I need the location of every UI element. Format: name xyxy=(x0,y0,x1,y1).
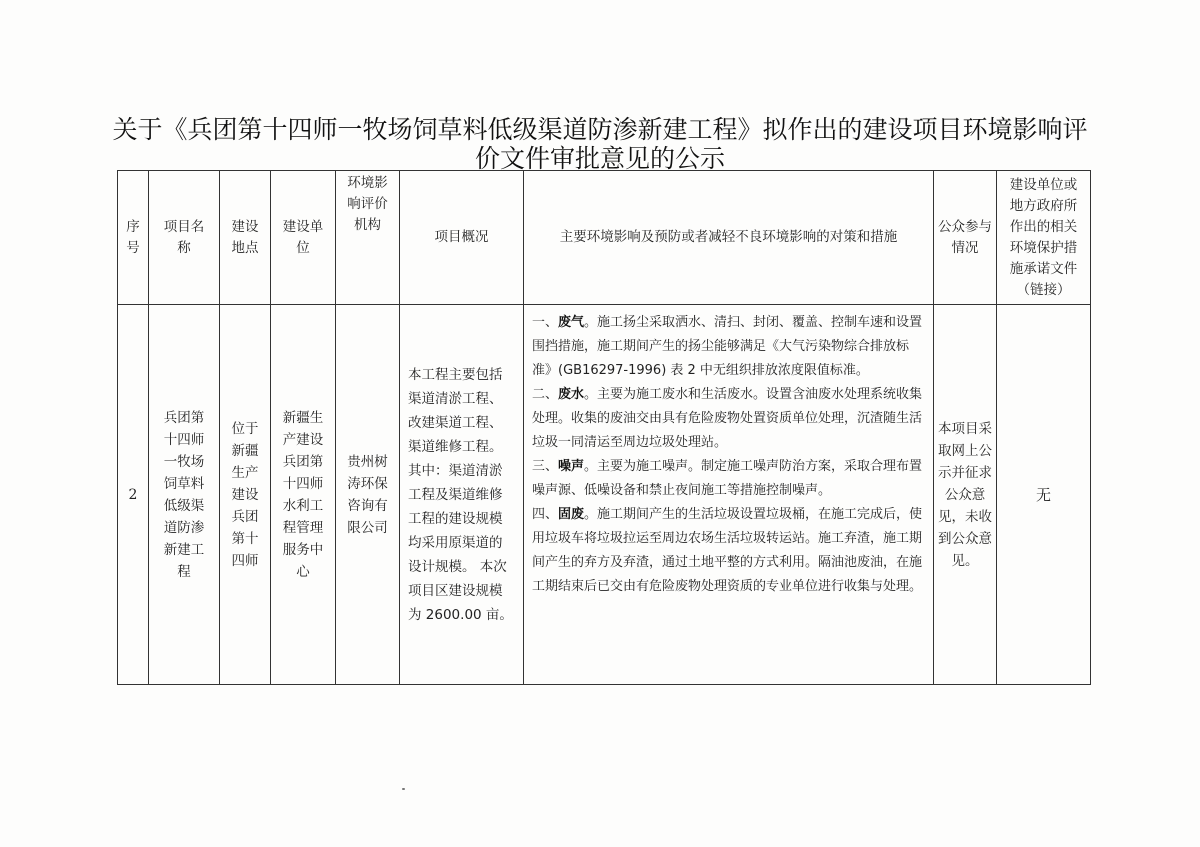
notice-title-line-1: 关于《兵团第十四师一牧场饲草料低级渠道防渗新建工程》拟作出的建设项目环境影响评 xyxy=(112,115,1088,144)
header-project-name xyxy=(149,171,220,305)
header-commitment-line: 施承诺文件 xyxy=(1009,260,1078,277)
header-location xyxy=(220,171,271,305)
measure-air xyxy=(532,311,927,383)
header-measures xyxy=(524,171,934,305)
participation-line: 示并征求 xyxy=(938,464,992,481)
seq-value: 2 xyxy=(128,486,138,503)
eia-agency-line: 贵州树 xyxy=(347,453,388,470)
project-name-line: 程 xyxy=(177,563,191,580)
participation-line: 到公众意 xyxy=(938,530,992,547)
scan-speck xyxy=(402,788,405,790)
header-seq-line: 序 xyxy=(126,218,140,235)
measure-water-prefix: 二、 xyxy=(532,387,559,402)
header-row xyxy=(118,171,1091,305)
overview-lines xyxy=(408,363,515,627)
measure-water-text: 。主要为施工废水和生活废水。设置含油废水处理系统收集处理。收集的废油交由具有危险废物处置资质单位处理，沉渣随生活垃圾一同清运至周边垃圾处理站。 xyxy=(532,387,923,450)
header-project-name-line: 项目名 xyxy=(163,218,205,235)
header-commitment-line: 作出的相关 xyxy=(1009,218,1078,235)
header-commitment-line: 环境保护措 xyxy=(1009,239,1078,256)
location-line: 第十 xyxy=(231,530,259,547)
overview-line: 其中：渠道清淤 xyxy=(408,462,503,479)
builder-line: 程管理 xyxy=(282,519,324,536)
cell-project-name xyxy=(149,305,220,685)
header-commitment-line: （链接） xyxy=(1016,281,1071,298)
measure-noise-prefix: 三、 xyxy=(532,459,559,474)
header-builder-line: 位 xyxy=(296,239,310,256)
participation-line: 取网上公 xyxy=(938,442,992,459)
cell-seq xyxy=(118,305,149,685)
cell-overview xyxy=(400,305,524,685)
location-line: 生产 xyxy=(231,464,259,481)
measure-air-prefix: 一、 xyxy=(532,315,559,330)
location-line: 位于 xyxy=(231,420,259,437)
builder-line: 十四师 xyxy=(282,475,324,492)
cell-participation xyxy=(934,305,997,685)
measure-noise-text: 。主要为施工噪声。制定施工噪声防治方案，采取合理布置噪声源、低噪设备和禁止夜间施工等措施控制噪声。 xyxy=(532,459,923,498)
measure-air-label: 废气 xyxy=(558,315,585,330)
location-lines xyxy=(220,418,270,572)
cell-location xyxy=(220,305,271,685)
participation-line: 见，未收 xyxy=(938,508,992,525)
measure-noise-label: 噪声 xyxy=(558,459,585,474)
builder-line: 兵团第 xyxy=(282,453,324,470)
eia-agency-line: 涛环保 xyxy=(347,475,388,492)
builder-line: 服务中 xyxy=(282,541,324,558)
header-commitment-line: 地方政府所 xyxy=(1009,197,1078,214)
overview-line: 渠道维修工程。 xyxy=(408,438,503,455)
header-seq-line: 号 xyxy=(126,239,140,256)
header-location-line: 地点 xyxy=(231,239,259,256)
header-eia-agency-line: 机构 xyxy=(354,217,381,233)
overview-line: 渠道清淤工程、 xyxy=(408,390,503,407)
header-commitment-line: 建设单位或 xyxy=(1009,176,1078,193)
measure-noise xyxy=(532,455,927,503)
location-line: 兵团 xyxy=(231,508,259,525)
measure-solid-waste-prefix: 四、 xyxy=(532,507,559,522)
eia-agency-line: 咨询有 xyxy=(347,497,388,514)
measure-solid-waste-text: 。施工期间产生的生活垃圾设置垃圾桶，在施工完成后，使用垃圾车将垃圾拉运至周边农场生活垃圾转运站。施工弃渣，施工期间产生的弃方及弃渣，通过土地平整的方式利用。隔油池废油，在施工期结束后已交由有危险废物处理资质的专业单位进行收集与处理。 xyxy=(532,507,923,594)
cell-eia-agency xyxy=(336,305,400,685)
notice-table xyxy=(117,170,1091,685)
participation-line: 本项目采 xyxy=(938,420,992,437)
overview-line: 为 2600.00 亩。 xyxy=(408,606,513,623)
header-commitment xyxy=(997,171,1091,305)
location-line: 建设 xyxy=(231,486,259,503)
measure-solid-waste xyxy=(532,503,927,599)
overview-line: 改建渠道工程、 xyxy=(408,414,503,431)
eia-agency-lines xyxy=(336,451,399,539)
header-participation xyxy=(934,171,997,305)
builder-lines xyxy=(271,407,335,583)
builder-line: 水利工 xyxy=(282,497,324,514)
overview-line: 工程及渠道维修 xyxy=(408,486,503,503)
measure-solid-waste-label: 固废 xyxy=(558,507,585,522)
header-seq xyxy=(118,171,149,305)
location-line: 新疆 xyxy=(231,442,259,459)
builder-line: 心 xyxy=(296,563,310,580)
project-name-line: 饲草料 xyxy=(163,475,205,492)
overview-line: 均采用原渠道的 xyxy=(408,534,503,551)
header-participation-line: 公众参与 xyxy=(938,218,992,235)
header-eia-agency xyxy=(336,171,400,305)
measure-water xyxy=(532,383,927,455)
cell-builder xyxy=(271,305,336,685)
project-name-lines xyxy=(149,407,219,583)
header-eia-agency-line: 响评价 xyxy=(347,196,388,212)
overview-line: 本工程主要包括 xyxy=(408,366,503,383)
project-name-line: 道防渗 xyxy=(163,519,205,536)
project-name-line: 低级渠 xyxy=(163,497,205,514)
builder-line: 新疆生 xyxy=(282,409,324,426)
eia-agency-line: 限公司 xyxy=(347,519,388,536)
project-name-line: 一牧场 xyxy=(163,453,205,470)
builder-line: 产建设 xyxy=(282,431,324,448)
header-overview xyxy=(400,171,524,305)
location-line: 四师 xyxy=(231,552,259,569)
participation-line: 公众意 xyxy=(944,486,986,503)
cell-commitment xyxy=(997,305,1091,685)
measure-air-text: 。施工扬尘采取洒水、清扫、封闭、覆盖、控制车速和设置围挡措施，施工期间产生的扬尘能够满足《大气污染物综合排放标准》(GB16297-1996) 表 2 中无组织排放浓度限值标准。 xyxy=(532,315,923,378)
participation-line: 见。 xyxy=(951,552,979,569)
participation-lines xyxy=(934,418,996,572)
table-row xyxy=(118,305,1091,685)
commitment-value: 无 xyxy=(1035,485,1051,504)
header-eia-agency-line: 环境影 xyxy=(347,175,388,191)
header-location-line: 建设 xyxy=(231,218,259,235)
measure-water-label: 废水 xyxy=(558,387,585,402)
header-builder xyxy=(271,171,336,305)
overview-line: 工程的建设规模 xyxy=(408,510,503,527)
header-participation-line: 情况 xyxy=(951,239,979,256)
overview-line: 项目区建设规模 xyxy=(408,582,503,599)
project-name-line: 兵团第 xyxy=(163,409,205,426)
header-project-name-line: 称 xyxy=(177,239,191,256)
cell-measures xyxy=(524,305,934,685)
header-builder-line: 建设单 xyxy=(282,218,324,235)
overview-line: 设计规模。 本次 xyxy=(408,558,507,575)
header-overview-text: 项目概况 xyxy=(434,229,489,245)
project-name-line: 新建工 xyxy=(163,541,205,558)
header-measures-text: 主要环境影响及预防或者减轻不良环境影响的对策和措施 xyxy=(559,229,898,245)
notice-title-line-2: 价文件审批意见的公示 xyxy=(474,144,725,173)
project-name-line: 十四师 xyxy=(163,431,205,448)
